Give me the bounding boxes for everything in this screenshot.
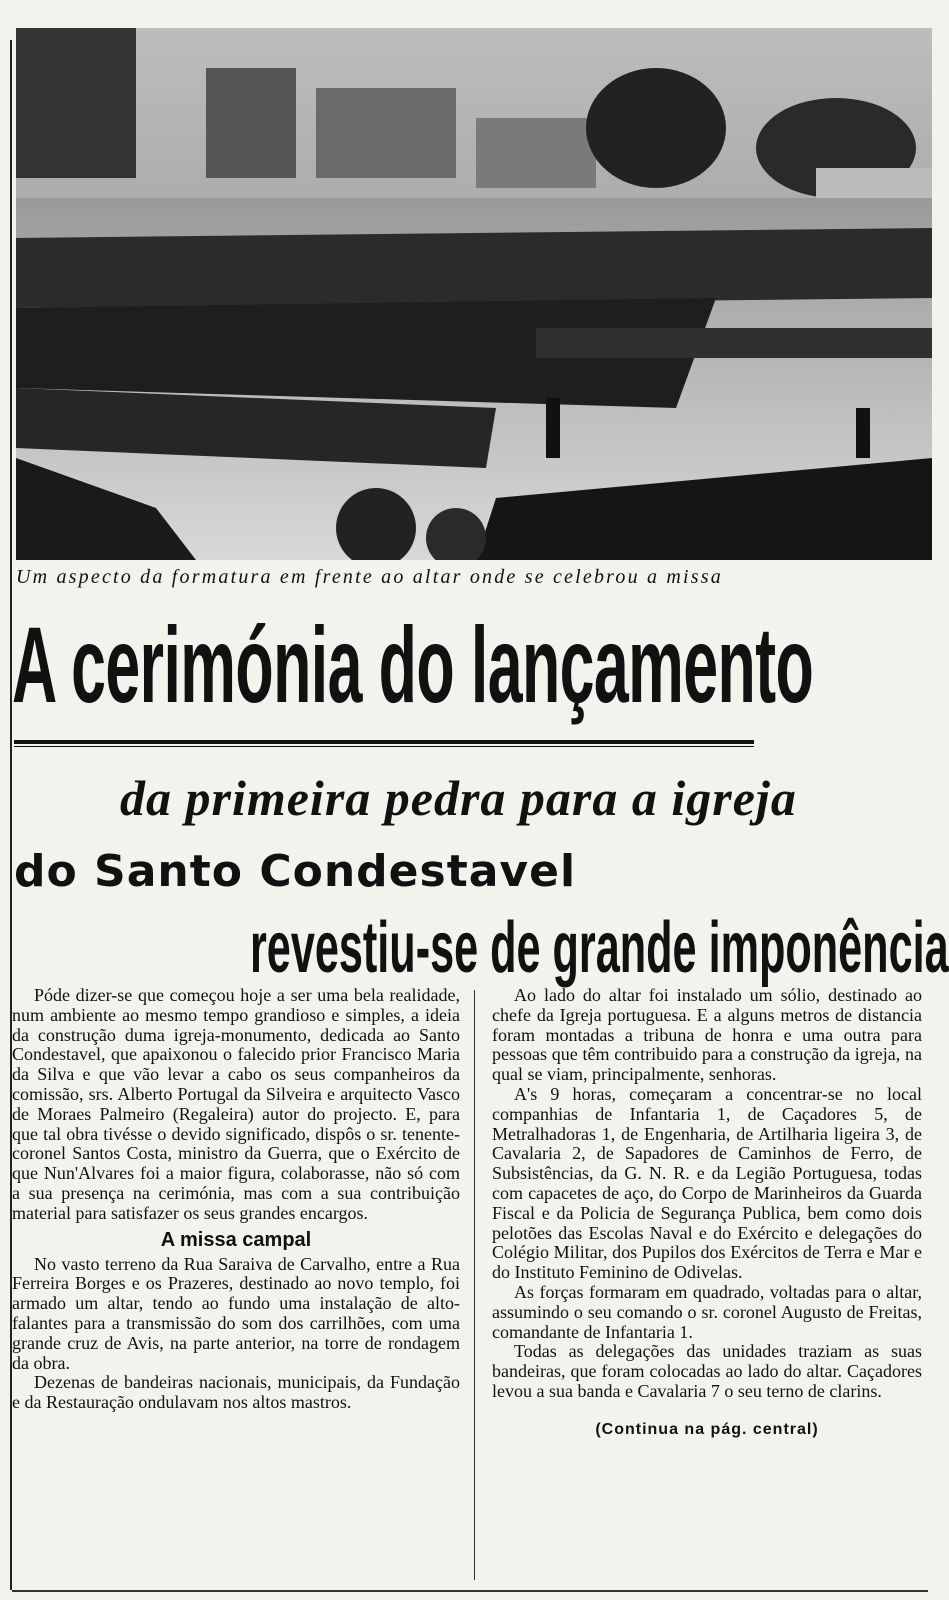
paragraph: As forças formaram em quadrado, voltadas para o altar, assumindo o seu comando o sr. coronel Augusto de Freitas, comandante de Infantaria 1. [492, 1281, 922, 1342]
continued-note: (Continua na pág. central) [595, 1420, 819, 1438]
column-divider [474, 990, 475, 1580]
photo-caption: Um aspecto da formatura em frente ao altar onde se celebrou a missa [16, 566, 723, 588]
article-column-right [492, 986, 922, 1440]
headline-rule-thin [14, 746, 754, 747]
paragraph: Todas as delegações das unidades traziam as suas bandeiras, que foram colocadas ao lado do altar. Caçadores levou a sua banda e Cavalaria 7 o seu terno de clarins. [492, 1341, 922, 1401]
subheadline-line-1: da primeira pedra para a igreja [120, 770, 797, 826]
paragraph: Ao lado do altar foi instalado um sólio, destinado ao chefe da Igreja portuguesa. E a alguns metros de distancia foram montadas a tribuna de honra e uma outra para pessoas que têm contribuido para a construção da igreja, na qual se viam, principalmente, senhoras. [492, 985, 922, 1085]
subheadline-line-3: revestiu-se de grande imponência [250, 908, 949, 988]
headline-rule [14, 740, 754, 744]
headline: A cerimónia do lançamento [12, 604, 814, 725]
paragraph: Póde dizer-se que começou hoje a ser uma bela realidade, num ambiente ao mesmo tempo grandioso e simples, a ideia da construção duma igreja-monumento, dedicada ao Santo Condestavel, que apaixonou o falecido prior Francisco Maria da Silva e que vão levar a cabo os seus companheiros da comissão, srs. Alberto Portugal da Silveira e arquitecto Vasco de Moraes Palmeiro (Regaleira) autor do projecto. E, para que tal obra tivésse o devido significado, dispôs o sr. tenente-coronel Santos Costa, ministro da Guerra, que o Exército de que Nun'Alvares foi a maior figura, colaborasse, não só com a sua presença na cerimónia, mas com a sua contribuição material para satisfazer os seus grandes encargos. [12, 985, 460, 1223]
parade-photo-icon [16, 28, 932, 560]
paragraph: No vasto terreno da Rua Saraiva de Carvalho, entre a Rua Ferreira Borges e os Prazeres, destinado ao novo templo, foi armado um altar, tendo ao fundo uma instalação de alto-falantes para a transmissão do som dos carrilhões, com uma grande cruz de Avis, na parte anterior, na torre de rondagem da obra. [12, 1253, 460, 1373]
section-heading: A missa campal [160, 1228, 312, 1251]
subheadline-line-2: do Santo Condestavel [14, 846, 577, 897]
bottom-rule [12, 1590, 928, 1592]
article-column-left [12, 986, 460, 1413]
paragraph: Dezenas de bandeiras nacionais, municipais, da Fundação e da Restauração ondulavam nos altos mastros. [12, 1372, 460, 1413]
parade-photo [16, 28, 932, 560]
paragraph: A's 9 horas, começaram a concentrar-se no local companhias de Infantaria 1, de Caçadores 5, de Metralhadoras 1, de Engenharia, de Artilharia ligeira 3, de Cavalaria 2, de Sapadores de Caminhos de Ferro, de Subsistências, da G. N. R. e da Legião Portuguesa, todas com capacetes de aço, do Corpo de Marinheiros da Guarda Fiscal e da Policia de Segurança Publica, bem como dois pelotões das Escolas Naval e do Exército e delegações do Colégio Militar, dos Pupilos dos Exércitos de Terra e Mar e do Instituto Feminino de Odivelas. [492, 1083, 922, 1283]
